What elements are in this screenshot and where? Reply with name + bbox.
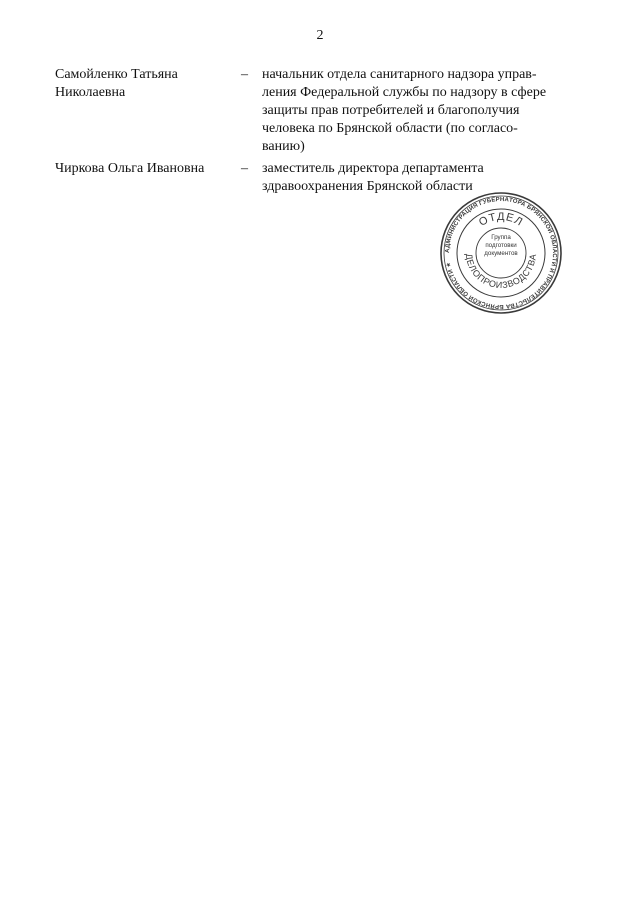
stamp-outer-text: АДМИНИСТРАЦИЯ ГУБЕРНАТОРА БРЯНСКОЙ ОБЛАСТИ И ПРАВИТЕЛЬСТВА БРЯНСКОЙ ОБЛАСТИ ★ — [444, 196, 558, 310]
page-number: 2 — [316, 28, 324, 43]
person-position: заместитель директора департамента здравоохранения Брянской области — [262, 161, 484, 194]
list-item — [55, 66, 575, 156]
person-name: Чиркова Ольга Ивановна — [55, 161, 205, 176]
stamp-inner-text: ДЕЛОПРОИЗВОДСТВА — [463, 252, 539, 291]
dash-separator: – — [241, 161, 248, 176]
dash-separator: – — [241, 67, 248, 82]
stamp-top-text: ОТДЕЛ — [476, 210, 526, 229]
svg-text:ОТДЕЛ — [477, 211, 525, 229]
person-name: Самойленко Татьяна Николаевна — [55, 67, 178, 100]
svg-text:ДЕЛОПРОИЗВОДСТВА — [464, 253, 538, 290]
official-stamp — [438, 190, 564, 316]
stamp-center-text: Группа подготовки документов — [484, 234, 518, 257]
person-position: начальник отдела санитарного надзора управ- ления Федеральной службы по надзору в сфере защиты прав потребителей и благополучия человека по Брянской области (по согласо- ванию) — [262, 67, 547, 154]
